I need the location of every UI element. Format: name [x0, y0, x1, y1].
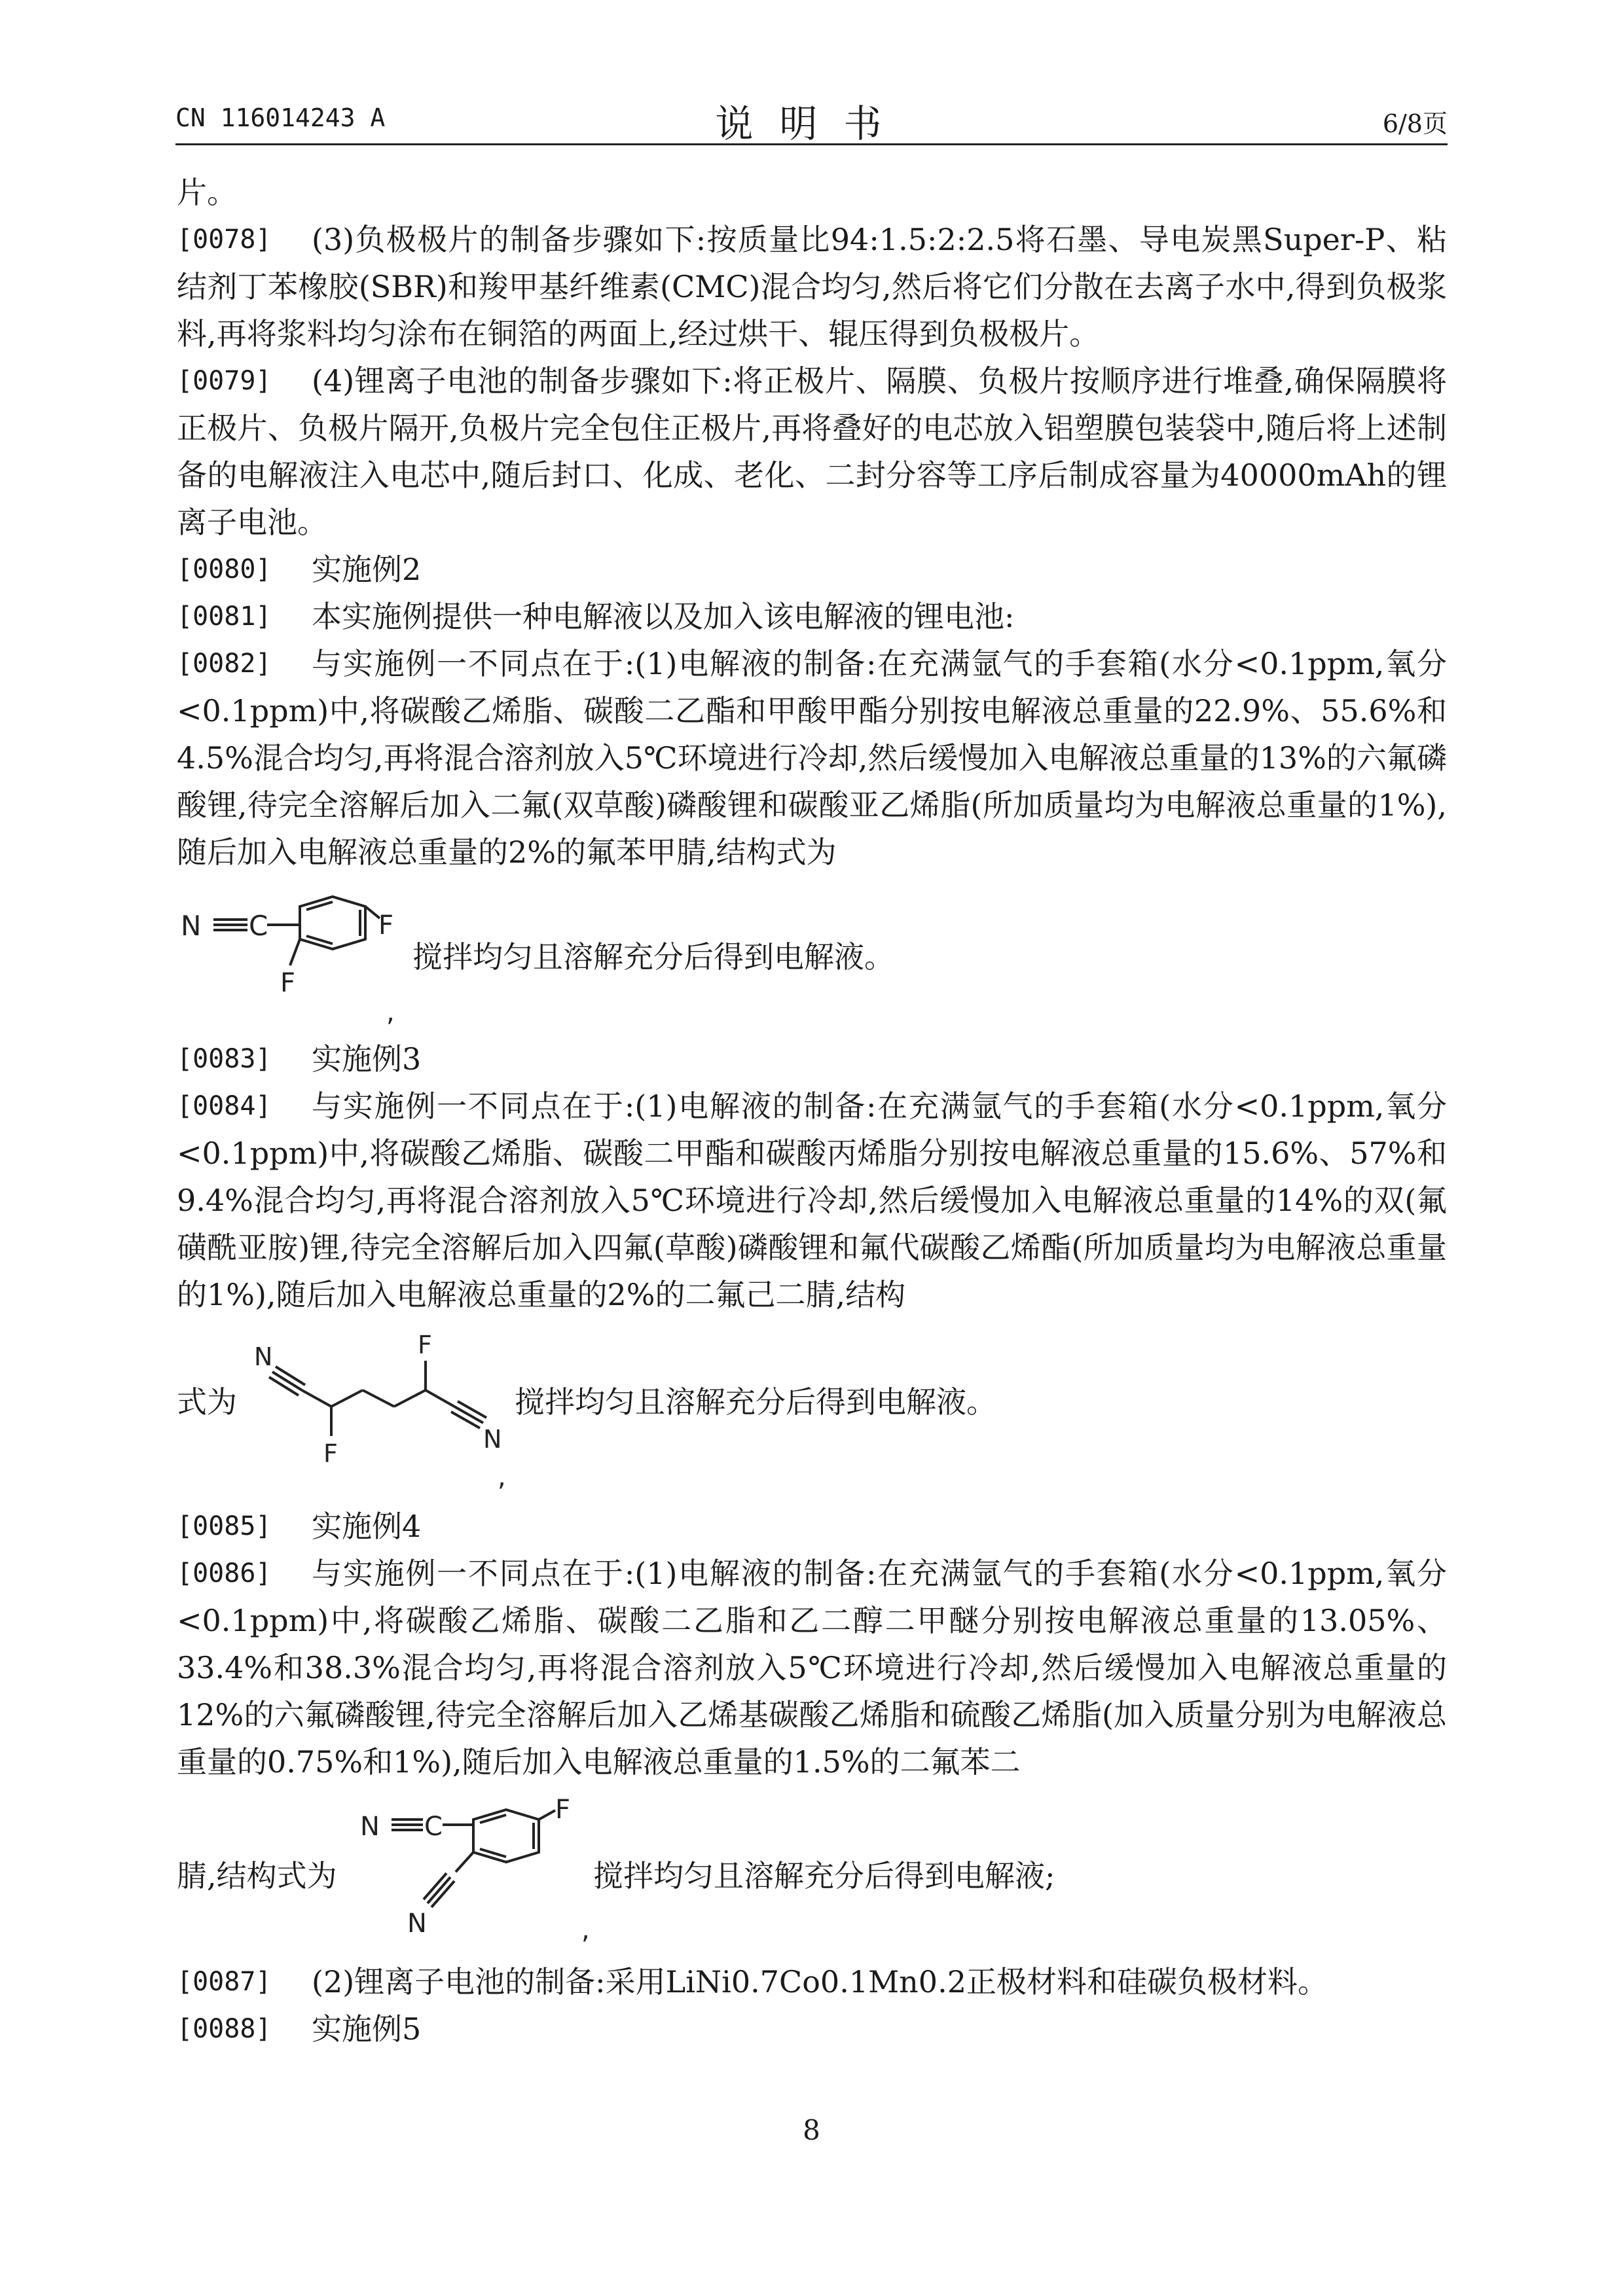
paragraph-0084 [177, 1083, 1447, 1318]
paragraph-text: 实施例3 [312, 1041, 422, 1077]
structure-comma: , [581, 1915, 590, 1944]
paragraph-text: (3)负极极片的制备步骤如下:按质量比94:1.5:2:2.5将石墨、导电炭黑Super-P、粘结剂丁苯橡胶(SBR)和羧甲基纤维素(CMC)混合均匀,然后将它们分散在去离子水中,得到负极浆料,再将浆料均匀涂布在铜箔的两面上,经过烘干、辊压得到负极极片。 [177, 222, 1447, 351]
atom-label: N [254, 1342, 273, 1371]
paragraph-text: 与实施例一不同点在于:(1)电解液的制备:在充满氩气的手套箱(水分<0.1ppm,氧分<0.1ppm)中,将碳酸乙烯脂、碳酸二乙脂和乙二醇二甲醚分别按电解液总重量的13.05%、33.4%和38.3%混合均匀,再将混合溶剂放入5℃环境进行冷却,然后缓慢加入电解液总重量的12%的六氟磷酸锂,待完全溶解后加入乙烯基碳酸乙烯脂和硫酸乙烯脂(加入质量分别为电解液总重量的0.75%和1%),随后加入电解液总重量的1.5%的二氟苯二 [177, 1556, 1447, 1780]
molecule-caption: 搅拌均匀且溶解充分后得到电解液; [593, 1858, 1055, 1893]
header-rule [175, 143, 1448, 145]
paragraph-number: [0079] [177, 366, 272, 396]
atom-label: C [424, 1812, 443, 1842]
paragraph-number: [0083] [177, 1044, 272, 1074]
atom-label: F [378, 910, 394, 941]
atom-label: F [418, 1331, 432, 1359]
paragraph-text: 本实施例提供一种电解液以及加入该电解液的锂电池: [312, 599, 1015, 634]
structure-comma: , [498, 1462, 506, 1492]
paragraph-text: 与实施例一不同点在于:(1)电解液的制备:在充满氩气的手套箱(水分<0.1ppm,氧分<0.1ppm)中,将碳酸乙烯脂、碳酸二甲酯和碳酸丙烯脂分别按电解液总重量的15.6%、57%和9.4%混合均匀,再将混合溶剂放入5℃环境进行冷却,然后缓慢加入电解液总重量的14%的双(氟磺酰亚胺)锂,待完全溶解后加入四氟(草酸)磷酸锂和氟代碳酸乙烯酯(所加质量均为电解液总重量的1%),随后加入电解液总重量的2%的二氟己二腈,结构 [177, 1088, 1447, 1312]
molecule-caption: 搅拌均匀且溶解充分后得到电解液。 [515, 1384, 996, 1420]
paragraph-text: 实施例5 [312, 2011, 422, 2047]
atom-label: C [249, 910, 268, 942]
paragraph-0087 [177, 1958, 1447, 2005]
atom-label: N [360, 1812, 380, 1842]
page-indicator: 6/8页 [1382, 109, 1448, 138]
paragraph-number: [0082] [177, 649, 272, 679]
molecule-lead-in: 式为 [177, 1384, 237, 1420]
paragraph-0083 [177, 1035, 1447, 1083]
paragraph-0082 [177, 640, 1447, 876]
paragraph-text: (4)锂离子电池的制备步骤如下:将正极片、隔膜、负极片按顺序进行堆叠,确保隔膜将正极片、负极片隔开,负极片完全包住正极片,再将叠好的电芯放入铝塑膜包装袋中,随后将上述制备的电解液注入电芯中,随后封口、化成、老化、二封分容等工序后制成容量为40000mAh的锂离子电池。 [177, 363, 1447, 540]
paragraph-number: [0087] [177, 1967, 272, 1997]
atom-label: N [181, 910, 202, 942]
document-title: 说明书 [715, 101, 908, 146]
atom-label: N [407, 1909, 427, 1939]
molecule-lead-in: 腈,结构式为 [177, 1858, 337, 1893]
paragraph-0086 [177, 1550, 1447, 1785]
paragraph-0078 [177, 216, 1447, 357]
paragraph-number: [0080] [177, 554, 272, 584]
paragraph-0080 [177, 546, 1447, 593]
document-number: CN 116014243 A [175, 103, 386, 132]
paragraph-text: 实施例4 [312, 1509, 422, 1544]
structure-comma: , [386, 997, 395, 1028]
atom-label: F [555, 1795, 571, 1825]
paragraph-0088 [177, 2005, 1447, 2053]
atom-label: F [323, 1439, 338, 1468]
paragraph-number: [0081] [177, 601, 272, 632]
paragraph-continuation [177, 169, 1447, 216]
structural-formula-difluoroadiponitrile [246, 1325, 521, 1495]
paragraph-text: 与实施例一不同点在于:(1)电解液的制备:在充满氩气的手套箱(水分<0.1ppm,氧分<0.1ppm)中,将碳酸乙烯脂、碳酸二乙酯和甲酸甲酯分别按电解液总重量的22.9%、55.6%和4.5%混合均匀,再将混合溶剂放入5℃环境进行冷却,然后缓慢加入电解液总重量的13%的六氟磷酸锂,待完全溶解后加入二氟(双草酸)磷酸锂和碳酸亚乙烯脂(所加质量均为电解液总重量的1%),随后加入电解液总重量的2%的氟苯甲腈,结构式为 [177, 646, 1447, 870]
structural-formula-fluorophthalonitrile [359, 1793, 608, 1944]
paragraph-number: [0086] [177, 1558, 272, 1588]
paragraph-number: [0085] [177, 1511, 272, 1541]
molecule-caption: 搅拌均匀且溶解充分后得到电解液。 [412, 939, 894, 975]
paragraph-0081 [177, 593, 1447, 640]
paragraph-text: 实施例2 [312, 552, 422, 587]
page-number: 8 [803, 2114, 820, 2146]
atom-label: N [483, 1425, 502, 1454]
paragraph-text: (2)锂离子电池的制备:采用LiNi0.7Co0.1Mn0.2正极材料和硅碳负极材料。 [312, 1964, 1328, 2000]
paragraph-text: 片。 [177, 175, 237, 210]
paragraph-number: [0078] [177, 224, 272, 255]
structural-formula-fluorobenzonitrile [175, 880, 398, 1031]
paragraph-0079 [177, 357, 1447, 546]
paragraph-0085 [177, 1503, 1447, 1550]
paragraph-number: [0084] [177, 1091, 272, 1121]
paragraph-number: [0088] [177, 2014, 272, 2044]
atom-label: F [280, 968, 296, 998]
